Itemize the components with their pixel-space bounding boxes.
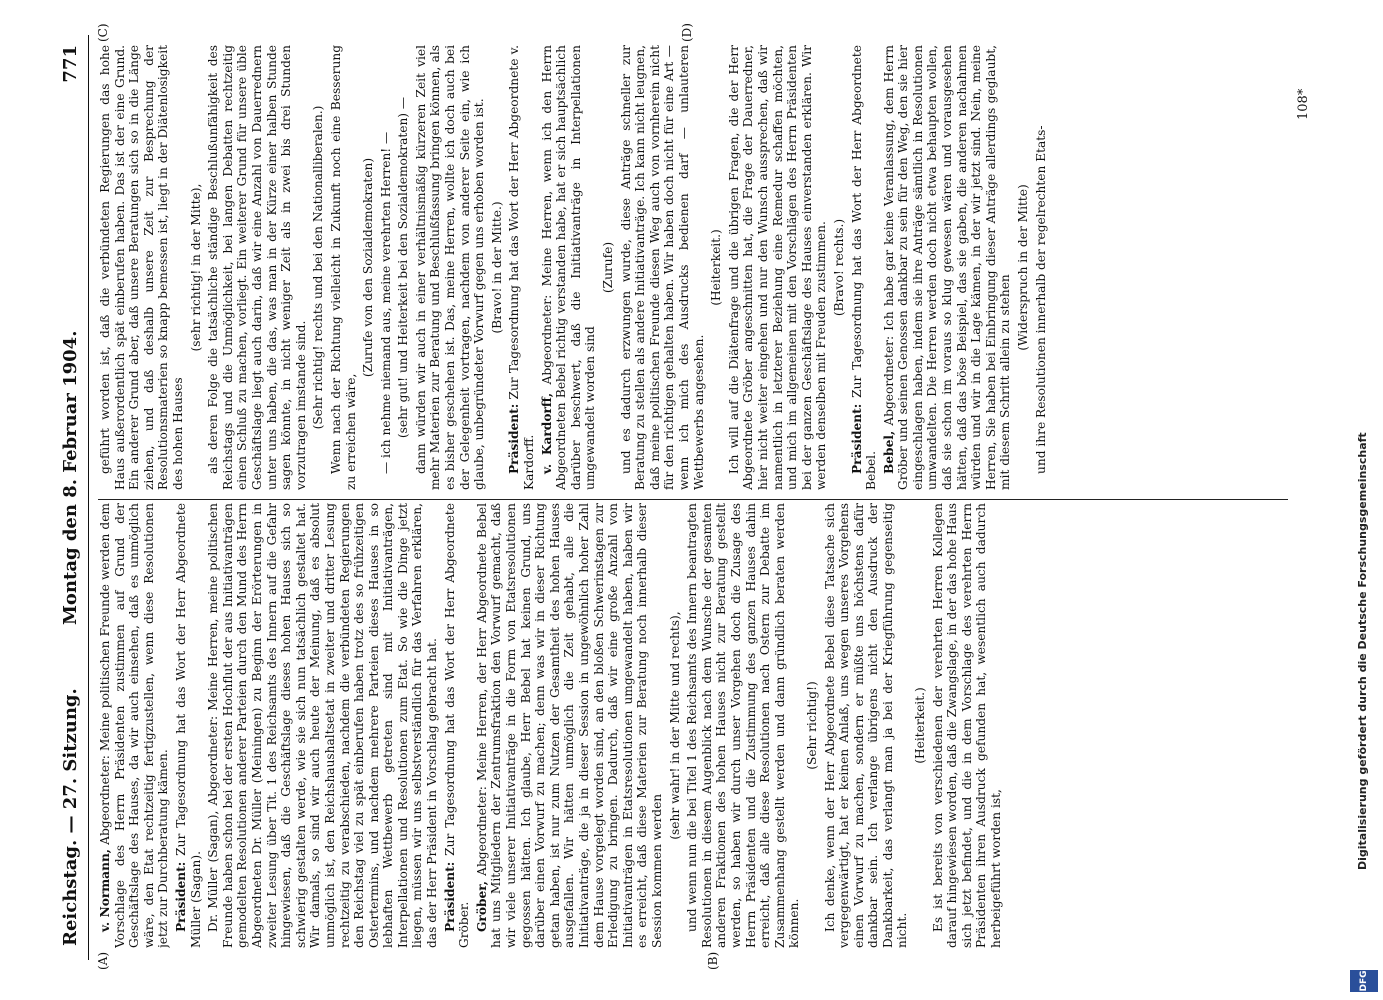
paragraph: [443, 503, 472, 948]
paragraph: [540, 45, 598, 490]
paragraph-text: (Heiterkeit.): [709, 229, 724, 306]
paragraph-text: (Sehr richtig! rechts und bei den Nationalliberalen.): [311, 105, 326, 430]
speaker-name: Präsident:: [442, 861, 457, 932]
paragraph-text: Zur Tagesordnung hat das Wort der Herr Abgeordnete v. Kardorff.: [507, 45, 537, 490]
paragraph: [206, 503, 440, 948]
paragraph-text: (sehr richtig! in der Mitte),: [188, 183, 203, 352]
paragraph-text: (sehr wahr! in der Mitte und rechts),: [667, 611, 682, 840]
speaker-name: Präsident:: [849, 403, 864, 474]
paragraph: [850, 45, 879, 490]
signature-mark: 108*: [1296, 88, 1311, 120]
paragraph-text: (Sehr richtig!): [804, 681, 819, 770]
paragraph: [727, 45, 829, 490]
paragraph-text: Es ist bereits von verschiedenen der verehrten Herren Kollegen darauf hingewiesen worden, daß die Zwangslage, in der das hohe Haus sich jetzt befindet, und die in dem Vorschlage des verehrten Herrn Präsidenten ihren Ausdruck gefunden hat, wesentlich auch dadurch herbeigeführt worden ist,: [930, 503, 1004, 948]
interjection: [913, 503, 928, 948]
interjection: [709, 45, 724, 490]
margin-marker-a: (A): [96, 951, 110, 970]
paragraph: [931, 503, 1004, 948]
paragraph: [206, 45, 308, 490]
paragraph-text: Zur Tagesordnung hat das Wort der Herr Abgeordnete Gröber.: [442, 503, 472, 948]
interjection: [189, 45, 204, 490]
interjection: [396, 45, 411, 490]
interjection: [311, 45, 326, 490]
right-column: [98, 45, 1288, 490]
paragraph: [98, 503, 171, 948]
paragraph-text: geführt worden ist, daß die verbündeten Regierungen das hohe Haus außerordentlich spät einberufen haben. Das ist der eine Grund. Ein anderer Grund aber, daß unsere Beratungen sich so in die Länge ziehen, und daß deshalb unsere Zeit zur Besprechung der Resolutionsmaterien so knapp bemessen ist, liegt in der Diätenlosigkeit des hohen Hauses: [98, 45, 185, 490]
paragraph-text: und ihre Resolutionen innerhalb der regelrechten Etats-: [1033, 125, 1048, 474]
paragraph: [174, 503, 203, 948]
interjection: [361, 45, 376, 490]
interjection: [668, 503, 683, 948]
paragraph-text: Zur Tagesordnung hat das Wort der Herr Abgeordnete Müller (Sagan).: [173, 503, 203, 948]
interjection: [832, 45, 847, 490]
header-left: Reichstag. — 27. Sitzung.: [60, 688, 81, 946]
left-column: [98, 503, 1288, 948]
margin-marker-b: (B): [706, 951, 720, 970]
speaker-name: Präsident:: [507, 403, 522, 474]
paragraph: [619, 45, 707, 490]
interjection: [1016, 45, 1031, 490]
page-number: 771: [60, 45, 81, 83]
margin-marker-c: (C): [96, 23, 110, 42]
paragraph: [329, 45, 358, 490]
paragraph-text: (Zurufe): [601, 241, 615, 294]
paragraph-text: Dr. Müller (Sagan), Abgeordneter: Meine Herren, meine politischen Freunde haben schon bei der ersten Hochflut der aus Initiativanträgen gemodelten Resolutionen anderer Parteien durch den Mund des Herrn Abgeordneten Dr. Müller (Meiningen) zu Beginn der Erörterungen in zweiter Lesung über Tit. 1 des Reichsamts des Innern auf die Gefahr hingewiesen, daß die Geschäftslage dieses hohen Hauses sich so schwierig gestalten werde, wie sie sich nun tatsächlich gestaltet hat. Wir damals, so sind wir auch heute der Meinung, daß es absolut unmöglich ist, den Reichshaushaltsetat in zweiter und dritter Lesung rechtzeitig zu verabschieden, nachdem die verbündeten Regierungen den Reichstag viel zu spät einberufen haben trotz des so frühzeitigen Ostertermins, und nachdem mehrere Parteien dieses Hauses in so lebhaften Wettbewerb getreten sind mit Initiativanträgen, Interpellationen und Resolutionen zum Etat. So wie die Dinge jetzt liegen, müssen wir uns selbstverständlich für das Verfahren erklären, das der Herr Präsident in Vorschlag gebracht hat.: [206, 503, 440, 948]
paragraph-text: (Bravo! rechts.): [831, 218, 846, 317]
speaker-name: v. Normann,: [98, 848, 112, 932]
paragraph-text: Abgeordneter: Meine Herren, der Herr Abgeordnete Bebel hat uns Mitgliedern der Zentrumsfraktion den Vorwurf gemacht, daß wir viele unserer Initiativanträge in die Form von Etatsresolutionen gegossen hätten. Ich glaube, Herr Bebel hat keinen Grund, uns darüber einen Vorwurf zu machen; denn was wir in dieser Richtung getan haben, ist nur zum Nutzen der Gesamtheit des hohen Hauses ausgefallen. Wir hätten unmöglich die Zeit gehabt, alle die Initiativanträge, die ja in dieser Session in ungewöhnlich hoher Zahl dem Hause vorgelegt worden sind, an den bloßen Schwerinstagen zur Erledigung zu bringen. Dadurch, daß wir eine große Anzahl von Initiativanträgen in Etatsresolutionen umgewandelt haben, haben wir es erreicht, daß diese Materien zur Beratung noch innerhalb dieser Session kommen werden: [474, 503, 664, 948]
interjection: [805, 503, 820, 948]
paragraph-text: und wenn nun die bei Titel 1 des Reichsamts des Innern beantragten Resolutionen in diesem Augenblick nach dem Wunsche der gesamten anderen Fraktionen des hohen Hauses nicht zur Beratung gestellt werden, so haben wir durch unser Vorgehen doch die Zusage des Herrn Präsidenten und die Zustimmung des ganzen Hauses dahin erreicht, daß alle diese Resolutionen nach Ostern zur Debatte im Zusammenhang gestellt werden und dann gründlich beraten werden können.: [685, 503, 802, 948]
paragraph-text: (Bravo! in der Mitte.): [489, 201, 504, 334]
paragraph: [414, 45, 487, 490]
paragraph: [379, 45, 394, 490]
page-header: [56, 35, 89, 960]
interjection: [490, 45, 505, 490]
paragraph-text: als deren Folge die tatsächliche ständige Beschlußunfähigkeit des Reichstags und die Unmöglichkeit, bei langen Debatten rechtzeitig einen Schluß zu machen, vorliegt. Ein weiterer Grund für unsere üble Geschäftslage liegt auch darin, daß wir eine Anzahl von Dauerrednern unter uns haben, die das, was man in der Kürze einer halben Stunde sagen könnte, in nicht weniger Zeit als in zwei bis drei Stunden vorzutragen imstande sind.: [206, 45, 308, 490]
paragraph: [507, 45, 536, 490]
paragraph-text: Abgeordneter: Ich habe gar keine Veranlassung, dem Herrn Gröber und seinen Genossen dankbar zu sein für den Weg, den sie hier eingeschlagen haben, indem sie ihre Anträge sämtlich in Resolutionen umwandelten. Die Herren werden doch nicht etwa behaupten wollen, daß sie schon im voraus so klug gewesen wären und vorausgesehen hätten, daß das böse Beispiel, das sie gaben, die anderen nachahmen würden und wir in die Lage kämen, in der wir jetzt sind. Nein, meine Herren, Sie haben bei Einbringung dieser Anträge allerdings geglaubt, mit diesem Schritt allein zu stehen: [881, 45, 1013, 490]
paragraph-text: dann würden wir auch in einer verhältnismäßig kürzeren Zeit viel mehr Materien zur Beratung und Beschlußfassung bringen können, als es bisher geschehen ist. Das, meine Herren, wollte ich doch auch bei der Gelegenheit vortragen, nachdem von anderer Seite ein, wie ich glaube, unbegründeter Vorwurf gegen uns erhoben worden ist.: [413, 45, 487, 490]
speaker-name: Bebel,: [881, 430, 896, 474]
paragraph-text: Abgeordneter: Meine politischen Freunde werden dem Vorschlage des Herrn Präsidenten zustimmen auf Grund der Geschäftslage des Hauses, da wir auch einsehen, daß es unmöglich wäre, den Etat rechtzeitig fertigzustellen, wenn diese Resolutionen jetzt zur Durchberatung kämen.: [98, 503, 171, 948]
paragraph-text: und es dadurch erzwungen wurde, diese Anträge schneller zur Beratung zu stellen als andere Initiativanträge. Ich kann nicht leugnen, daß meine politischen Freunde diesen Weg auch von vornherein nicht für den richtigen gehalten haben. Wir haben doch nicht für eine Art — wenn ich mich des Ausdrucks bedienen darf — unlauteren Wettbewerbs angesehen.: [618, 45, 706, 490]
paragraph-text: (sehr gut! und Heiterkeit bei den Sozialdemokraten) —: [396, 96, 411, 439]
paragraph-text: Zur Tagesordnung hat das Wort der Herr Abgeordnete Bebel.: [849, 45, 879, 490]
margin-marker-d: (D): [680, 23, 694, 42]
column-divider: [98, 499, 1288, 500]
speaker-name: Gröber,: [474, 880, 489, 932]
paragraph-text: Ich denke, wenn der Herr Abgeordnete Bebel diese Tatsache sich vergegenwärtigt, hat er keinen Anlaß, uns wegen unseres Vorgehens einen Vorwurf zu machen, sondern er müßte uns höchstens dafür dankbar sein. Ich verlange übrigens nicht den Ausdruck der Dankbarkeit, das verlangt man ja bei der Kriegführung gegenseitig nicht.: [822, 503, 910, 948]
speaker-name: v. Kardorff,: [539, 392, 554, 474]
paragraph-text: (Zurufe von den Sozialdemokraten): [361, 157, 376, 378]
paragraph-text: — ich nehme niemand aus, meine verehrten Herren! —: [378, 131, 393, 474]
paragraph: [1034, 45, 1049, 490]
paragraph: [823, 503, 911, 948]
paragraph-text: (Heiterkeit.): [913, 687, 928, 764]
paragraph-text: Ich will auf die Diätenfrage und die übrigen Fragen, die der Herr Abgeordnete Gröber angeschnitten hat, die Frage der Dauerredner, hier nicht weiter eingehen und nur den Wunsch aussprechen, daß wir namentlich in letzterer Beziehung eine Remedur schaffen möchten, und mich im allgemeinen mit den Vorschlägen des Herrn Präsidenten bei der ganzen Geschäftslage des Hauses einverstanden erklären. Wir werden denselben mit Freuden zustimmen.: [726, 45, 829, 490]
speaker-name: Präsident:: [173, 861, 188, 932]
dfg-logo: DFG: [1350, 970, 1378, 992]
paragraph: [685, 503, 802, 948]
paragraph-text: (Widerspruch in der Mitte): [1016, 184, 1031, 351]
paragraph-text: Wenn nach der Richtung vielleicht in Zukunft noch eine Besserung zu erreichen wäre,: [328, 45, 358, 490]
digitization-note: Digitalisierung gefördert durch die Deutsche Forschungsgemeinschaft: [1356, 432, 1369, 870]
paragraph-text: Abgeordneter: Meine Herren, wenn ich den Herrn Abgeordneten Bebel richtig verstanden habe, hat er sich hauptsächlich darüber beschwert, daß die Initiativanträge in Interpellationen umgewandelt worden sind: [539, 45, 598, 490]
paragraph: [98, 45, 186, 490]
paragraph: [475, 503, 665, 948]
header-date: Montag den 8. Februar 1904.: [60, 330, 81, 625]
interjection: [601, 45, 616, 490]
paragraph: [882, 45, 1013, 490]
